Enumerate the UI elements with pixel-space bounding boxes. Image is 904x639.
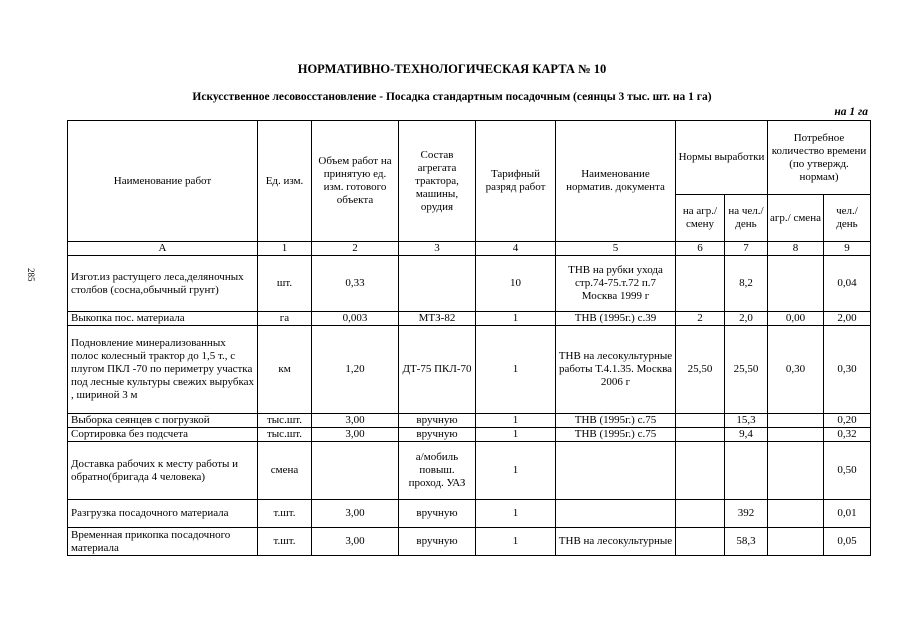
cell-volume (312, 442, 399, 500)
cell-need-man: 0,04 (824, 256, 871, 312)
cell-work-name: Подновление минерализованных полос колесный трактор до 1,5 т., с плугом ПКЛ -70 по периметру участка под лесные культуры свежих вырубках , шириной 3 м (68, 326, 258, 414)
header-norm-man: на чел./ день (725, 195, 768, 242)
cell-norm-agg: 25,50 (676, 326, 725, 414)
cell-work-name: Выкопка пос. материала (68, 312, 258, 326)
table-row (68, 442, 871, 500)
cell-grade: 1 (476, 326, 556, 414)
cell-aggregate: вручную (399, 500, 476, 528)
cell-unit: т.шт. (258, 500, 312, 528)
cell-volume: 3,00 (312, 428, 399, 442)
table-row (68, 312, 871, 326)
index-cell: 8 (768, 242, 824, 256)
index-row (68, 242, 871, 256)
cell-grade: 1 (476, 500, 556, 528)
cell-document (556, 442, 676, 500)
cell-need-man: 0,50 (824, 442, 871, 500)
cell-unit: тыс.шт. (258, 414, 312, 428)
norms-table (67, 120, 871, 556)
cell-need-man: 0,20 (824, 414, 871, 428)
cell-need-agg: 0,30 (768, 326, 824, 414)
cell-norm-man (725, 442, 768, 500)
table-row (68, 528, 871, 556)
cell-volume: 0,003 (312, 312, 399, 326)
cell-norm-agg: 2 (676, 312, 725, 326)
cell-aggregate: МТЗ-82 (399, 312, 476, 326)
cell-document: ТНВ (1995г.) с.39 (556, 312, 676, 326)
cell-norm-agg (676, 528, 725, 556)
table-row (68, 326, 871, 414)
cell-document (556, 500, 676, 528)
cell-unit: тыс.шт. (258, 428, 312, 442)
cell-grade: 1 (476, 312, 556, 326)
cell-need-agg (768, 442, 824, 500)
cell-need-agg (768, 528, 824, 556)
cell-volume: 3,00 (312, 528, 399, 556)
cell-norm-man: 9,4 (725, 428, 768, 442)
header-need-agg: агр./ смена (768, 195, 824, 242)
cell-need-man: 2,00 (824, 312, 871, 326)
page-number: 285 (26, 268, 36, 282)
unit-note: на 1 га (834, 106, 868, 118)
cell-document: ТНВ (1995г.) с.75 (556, 414, 676, 428)
cell-need-man: 0,01 (824, 500, 871, 528)
index-cell: 2 (312, 242, 399, 256)
cell-document: ТНВ на лесокультурные (556, 528, 676, 556)
page-subtitle: Искусственное лесовосстановление - Посадка стандартным посадочным (сеянцы 3 тыс. шт. на 1 га) (192, 91, 712, 103)
cell-norm-man: 15,3 (725, 414, 768, 428)
cell-volume: 3,00 (312, 414, 399, 428)
cell-grade: 1 (476, 442, 556, 500)
cell-norm-man: 25,50 (725, 326, 768, 414)
cell-norm-man: 2,0 (725, 312, 768, 326)
index-cell: 6 (676, 242, 725, 256)
cell-need-man: 0,05 (824, 528, 871, 556)
cell-grade: 1 (476, 428, 556, 442)
header-need: Потребное количество времени (по утвержд. нормам) (768, 121, 871, 195)
cell-norm-agg (676, 414, 725, 428)
cell-aggregate (399, 256, 476, 312)
cell-unit: смена (258, 442, 312, 500)
header-grade: Тарифный разряд работ (476, 121, 556, 242)
cell-norm-agg (676, 442, 725, 500)
cell-norm-man: 58,3 (725, 528, 768, 556)
table-row (68, 256, 871, 312)
cell-unit: т.шт. (258, 528, 312, 556)
cell-norm-agg (676, 256, 725, 312)
table-row (68, 500, 871, 528)
cell-norm-agg (676, 500, 725, 528)
cell-need-agg (768, 414, 824, 428)
cell-aggregate: вручную (399, 428, 476, 442)
index-cell: 7 (725, 242, 768, 256)
cell-work-name: Доставка рабочих к месту работы и обратно(бригада 4 человека) (68, 442, 258, 500)
page-title: НОРМАТИВНО-ТЕХНОЛОГИЧЕСКАЯ КАРТА № 10 (297, 62, 607, 76)
cell-document: ТНВ (1995г.) с.75 (556, 428, 676, 442)
cell-work-name: Выборка сеянцев с погрузкой (68, 414, 258, 428)
cell-unit: га (258, 312, 312, 326)
cell-grade: 10 (476, 256, 556, 312)
cell-norm-agg (676, 428, 725, 442)
cell-work-name: Сортировка без подсчета (68, 428, 258, 442)
table-header (68, 121, 871, 256)
cell-need-man: 0,30 (824, 326, 871, 414)
header-norms: Нормы выработки (676, 121, 768, 195)
cell-unit: км (258, 326, 312, 414)
cell-aggregate: ДТ-75 ПКЛ-70 (399, 326, 476, 414)
cell-need-man: 0,32 (824, 428, 871, 442)
table-row (68, 414, 871, 428)
cell-volume: 1,20 (312, 326, 399, 414)
index-cell: 5 (556, 242, 676, 256)
cell-need-agg: 0,00 (768, 312, 824, 326)
cell-need-agg (768, 500, 824, 528)
cell-need-agg (768, 256, 824, 312)
cell-work-name: Временная прикопка посадочного материала (68, 528, 258, 556)
cell-grade: 1 (476, 528, 556, 556)
index-cell: А (68, 242, 258, 256)
cell-document: ТНВ на рубки ухода стр.74-75.т.72 п.7 Москва 1999 г (556, 256, 676, 312)
cell-norm-man: 8,2 (725, 256, 768, 312)
cell-norm-man: 392 (725, 500, 768, 528)
cell-work-name: Разгрузка посадочного материала (68, 500, 258, 528)
index-cell: 9 (824, 242, 871, 256)
cell-aggregate: а/мобиль повыш. проход. УАЗ (399, 442, 476, 500)
cell-aggregate: вручную (399, 528, 476, 556)
cell-unit: шт. (258, 256, 312, 312)
index-cell: 4 (476, 242, 556, 256)
cell-volume: 3,00 (312, 500, 399, 528)
cell-work-name: Изгот.из растущего леса,деляночных столбов (сосна,обычный грунт) (68, 256, 258, 312)
header-unit: Ед. изм. (258, 121, 312, 242)
cell-need-agg (768, 428, 824, 442)
table-body (68, 256, 871, 556)
header-need-man: чел./ день (824, 195, 871, 242)
cell-volume: 0,33 (312, 256, 399, 312)
header-volume: Объем работ на принятую ед. изм. готового объекта (312, 121, 399, 242)
header-norm-agg: на агр./ смену (676, 195, 725, 242)
header-aggregate: Состав агрегата трактора, машины, орудия (399, 121, 476, 242)
index-cell: 3 (399, 242, 476, 256)
cell-aggregate: вручную (399, 414, 476, 428)
index-cell: 1 (258, 242, 312, 256)
header-name: Наименование работ (68, 121, 258, 242)
table-row (68, 428, 871, 442)
cell-grade: 1 (476, 414, 556, 428)
header-document: Наименование норматив. документа (556, 121, 676, 242)
cell-document: ТНВ на лесокультурные работы Т.4.1.35. Москва 2006 г (556, 326, 676, 414)
